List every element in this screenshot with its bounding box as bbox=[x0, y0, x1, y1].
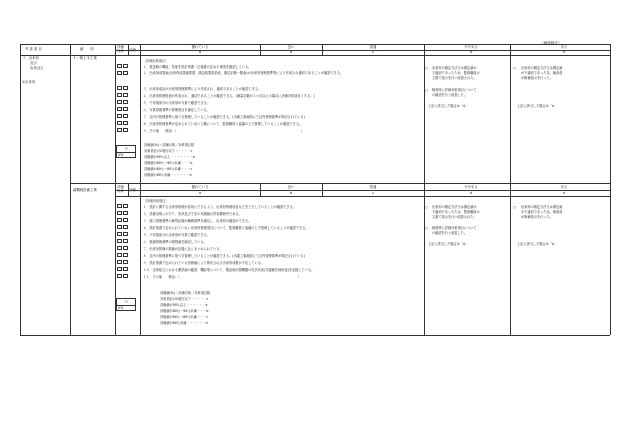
rating-d-grade: d bbox=[469, 191, 473, 195]
eval-checkbox[interactable] bbox=[123, 93, 128, 97]
criteria-item: ６．数値管理基準の規格値を満足している。 bbox=[143, 240, 207, 244]
target-checkbox[interactable] bbox=[117, 225, 122, 229]
rating-d-grade: d bbox=[469, 50, 473, 54]
e-criteria-text: が不適切であった為、検査員 bbox=[521, 210, 563, 214]
rating-b-grade: b bbox=[289, 50, 293, 54]
score-percent: 0% bbox=[118, 306, 124, 310]
header-target-column: 評価対象 bbox=[117, 45, 124, 53]
target-checkbox[interactable] bbox=[117, 239, 122, 243]
criteria-item: ７．社内の管理基準に基づき管理していることが確認できる。(出場工事画面にて社内管理基準が明記されている) bbox=[143, 115, 305, 119]
d-criteria-text: 不適切であったため、監督職員が bbox=[432, 210, 480, 214]
criteria-item: ３．出来形成計が出来形管理基準により作成され、適切であることが確認できる。 bbox=[143, 87, 262, 91]
criteria-item: ８．社内の管理基準に基づき管理していることが確認できる。(出場工事画面にて社内管理基準が明記されている) bbox=[143, 254, 305, 258]
target-checkbox[interactable] bbox=[117, 107, 122, 111]
rating-e-grade: e bbox=[562, 50, 566, 54]
target-checkbox[interactable] bbox=[117, 232, 122, 236]
criteria-item: ５．不可視部分の出来形が写真で確認できる。 bbox=[143, 233, 210, 237]
e-note: 上記に該当した場合は「e」 bbox=[517, 242, 558, 246]
criteria-heading: ［評価対象項目］ bbox=[143, 59, 169, 63]
rating-c-label: 普通 bbox=[369, 45, 377, 49]
target-checkbox[interactable] bbox=[117, 267, 122, 271]
target-checkbox[interactable] bbox=[117, 218, 122, 222]
header-eval-column: 評価 bbox=[129, 48, 136, 52]
item-line: ①出来形 bbox=[22, 80, 36, 84]
criteria-item: ８．出来形管理基準が定められていない工種について、監督職員と協議の上で管理していることが確認できる。 bbox=[143, 122, 303, 126]
d-criteria-text: 出来形の測定方法又は測定値が bbox=[432, 66, 477, 70]
target-checkbox[interactable] bbox=[117, 211, 122, 215]
e-criteria-text: が修補指示を行った。 bbox=[521, 76, 553, 80]
d-criteria-text: 検査時に評価対象項目について bbox=[432, 226, 477, 230]
rating-d-label: やや劣る bbox=[464, 185, 478, 189]
rating-a-label: 優れている bbox=[191, 185, 209, 189]
target-checkbox[interactable] bbox=[117, 128, 122, 132]
eval-checkbox[interactable] bbox=[123, 86, 128, 90]
eval-checkbox[interactable] bbox=[123, 121, 128, 125]
target-checkbox[interactable] bbox=[117, 100, 122, 104]
scoring-rule: 評価値が60％未満・・・・・・d bbox=[160, 321, 208, 325]
rating-e-grade: e bbox=[562, 191, 566, 195]
d-note: 上記に該当した場合は「d」 bbox=[428, 242, 469, 246]
d-checkbox-glyph[interactable]: □ bbox=[425, 205, 429, 209]
e-note: 上記に該当した場合は「e」 bbox=[517, 104, 558, 108]
scoring-rule: 評価値が60％～80％未満・・・c bbox=[144, 167, 193, 171]
criteria-item: １．設計に関する出来形管理が容易にできるよう、出来形管理項目などを工夫していることが確認できる。 bbox=[143, 205, 296, 209]
rating-d-label: やや劣る bbox=[464, 45, 478, 49]
d-criteria-text: 文書で指示を行い改善された。 bbox=[432, 215, 477, 219]
eval-checkbox[interactable] bbox=[123, 260, 128, 264]
eval-checkbox[interactable] bbox=[123, 239, 128, 243]
scoring-rule: 評価値が80％～90％未満・・・b bbox=[144, 161, 193, 165]
header-eval-column: 評価 bbox=[129, 188, 136, 192]
d-checkbox-glyph[interactable]: □ bbox=[425, 66, 429, 70]
scoring-rule: 評価値が60％～80％未満・・・c bbox=[160, 315, 209, 319]
scoring-rule: 評価値が80％～90％未満・・・b bbox=[160, 309, 209, 313]
eval-checkbox[interactable] bbox=[123, 114, 128, 118]
scoring-rule: 評価値が60％未満・・・・・・d bbox=[144, 173, 192, 177]
d-criteria-text: 出来形の測定方法又は測定値が bbox=[432, 205, 477, 209]
rating-a-grade: a bbox=[198, 50, 202, 54]
d-note: 上記に該当した場合は「d」 bbox=[428, 104, 469, 108]
header-subitem-column: 細 別 bbox=[80, 47, 94, 51]
section-name: １一般土木工事 bbox=[73, 56, 97, 60]
scoring-rule: 対象項目が2項目以下・・・・・c bbox=[160, 297, 209, 301]
item-line: 出来ばえ bbox=[30, 66, 44, 70]
score-count: ０ bbox=[124, 300, 129, 304]
header-target-column: 評価対象 bbox=[117, 185, 124, 193]
rating-c-grade: c bbox=[372, 191, 374, 195]
eval-checkbox[interactable] bbox=[123, 128, 128, 132]
criteria-item: １１．その他 理由：（ ） bbox=[143, 275, 301, 279]
scoring-rule: 評価値が90％以上・・・・・・・a bbox=[144, 155, 195, 159]
scoring-rule: 評価値(%)＝評価対象／対象項目数 bbox=[160, 291, 211, 295]
criteria-item: ２．出来形成果表(出来形成果値算書、測定結果総括表、測定記帳一覧表)が出来形管理基準等により作成され適切であることが確認できる。 bbox=[143, 71, 344, 75]
rating-a-label: 優れている bbox=[191, 45, 209, 49]
e-criteria-text: が不適切であった為、検査員 bbox=[521, 71, 563, 75]
target-checkbox[interactable] bbox=[117, 246, 122, 250]
criteria-item: ７．出来形管理の数値が記録に良くまとめられている。 bbox=[143, 247, 223, 251]
rating-b-label: 良い bbox=[287, 45, 295, 49]
eval-checkbox[interactable] bbox=[123, 225, 128, 229]
rating-e-label: 劣る bbox=[560, 45, 568, 49]
e-checkbox-glyph[interactable]: □ bbox=[513, 205, 517, 209]
d-criteria-text: 文書で指示を行い改善された。 bbox=[432, 76, 477, 80]
rating-c-label: 普通 bbox=[369, 185, 377, 189]
eval-checkbox[interactable] bbox=[123, 218, 128, 222]
criteria-item: ２．設備全般にわたり、形状及び寸法の実測値が許容範囲内である。 bbox=[143, 212, 242, 216]
e-criteria-text: 出来形の測定方法又は測定値 bbox=[521, 66, 563, 70]
target-checkbox[interactable] bbox=[117, 114, 122, 118]
d-criteria-text: 不適切であったため、監督職員が bbox=[432, 71, 480, 75]
target-checkbox[interactable] bbox=[117, 64, 122, 68]
criteria-heading: ［評価対象項目］ bbox=[143, 199, 169, 203]
d-criteria-text: の確認を行う改善した。 bbox=[432, 93, 468, 97]
target-checkbox[interactable] bbox=[117, 253, 122, 257]
target-checkbox[interactable] bbox=[117, 86, 122, 90]
header-item-column: 考 査 項 目 bbox=[25, 47, 42, 51]
rating-a-grade: a bbox=[198, 191, 202, 195]
e-criteria-text: 出来形の測定方法又は測定値 bbox=[521, 205, 563, 209]
eval-checkbox[interactable] bbox=[123, 232, 128, 236]
criteria-item: ５．不可視部分の出来形が写真で確認できる。 bbox=[143, 101, 210, 105]
e-criteria-text: が修補指示を行った。 bbox=[521, 215, 553, 219]
scoring-rule: 対象項目が2項目以下・・・・・c bbox=[144, 149, 193, 153]
target-checkbox[interactable] bbox=[117, 260, 122, 264]
d-checkbox-glyph[interactable]: □ bbox=[425, 226, 429, 230]
target-checkbox[interactable] bbox=[117, 121, 122, 125]
rating-b-label: 良い bbox=[287, 185, 295, 189]
target-checkbox[interactable] bbox=[117, 71, 122, 75]
rating-e-label: 劣る bbox=[560, 185, 568, 189]
eval-checkbox[interactable] bbox=[123, 107, 128, 111]
criteria-item: ９．その他 理由：（ ） bbox=[143, 129, 304, 133]
criteria-item: ４．設計図書で定められていない出来形管理項目について、監督職員と協議の上で管理していることが確認できる。 bbox=[143, 226, 309, 230]
criteria-item: １０．全体組立における測設値の確認、機能等について、製品取付製機器の性状状況(共通値を採用表)を記録している。 bbox=[143, 268, 315, 272]
score-percent: 0% bbox=[118, 153, 124, 157]
target-checkbox[interactable] bbox=[117, 204, 122, 208]
item-line: ３．出来形 bbox=[22, 56, 39, 60]
criteria-item: １．電送路の機能、性能を設計図書・仕様書の定めた事項を確認している。 bbox=[143, 65, 252, 69]
score-box bbox=[116, 145, 136, 158]
e-checkbox-glyph[interactable]: □ bbox=[513, 66, 517, 70]
score-box bbox=[116, 298, 136, 311]
eval-checkbox[interactable] bbox=[123, 204, 128, 208]
d-criteria-text: の確認を行う改善した。 bbox=[432, 231, 468, 235]
eval-checkbox[interactable] bbox=[123, 71, 128, 75]
scoring-rule: 評価値が90％以上・・・・・・a bbox=[160, 303, 208, 307]
eval-checkbox[interactable] bbox=[123, 100, 128, 104]
criteria-item: ４．出来形管理図表が作成され、適切であることが確認できる。(測量記載が１０点以上の場合に評価対象項目とする。) bbox=[143, 94, 315, 98]
page-note: （細表様式） bbox=[540, 41, 562, 45]
criteria-item: ３．施工管理基準の個別記録が職務基準を満足し、出来形の確認ができる。 bbox=[143, 219, 252, 223]
d-criteria-text: 検査時に評価対象項目について bbox=[432, 88, 477, 92]
eval-checkbox[interactable] bbox=[123, 274, 128, 278]
rating-b-grade: b bbox=[289, 191, 293, 195]
section-name: 調機械設備工事 bbox=[73, 188, 97, 192]
criteria-item: ９．設計図書で定められている評価値により算出される出来形成果が不足している。 bbox=[143, 261, 265, 265]
eval-checkbox[interactable] bbox=[123, 64, 128, 68]
item-line: 及び bbox=[30, 61, 37, 65]
eval-checkbox[interactable] bbox=[123, 267, 128, 271]
rating-c-grade: c bbox=[372, 50, 374, 54]
target-checkbox[interactable] bbox=[117, 274, 122, 278]
eval-checkbox[interactable] bbox=[123, 211, 128, 215]
eval-checkbox[interactable] bbox=[123, 253, 128, 257]
criteria-item: ６．写真管理基準の管理項目を満足している。 bbox=[143, 108, 210, 112]
score-count: ０ bbox=[124, 147, 129, 151]
d-checkbox-glyph[interactable]: □ bbox=[425, 88, 429, 92]
eval-checkbox[interactable] bbox=[123, 246, 128, 250]
target-checkbox[interactable] bbox=[117, 93, 122, 97]
scoring-rule: 評価値(%)＝評価対象／対象項目数 bbox=[144, 143, 195, 147]
